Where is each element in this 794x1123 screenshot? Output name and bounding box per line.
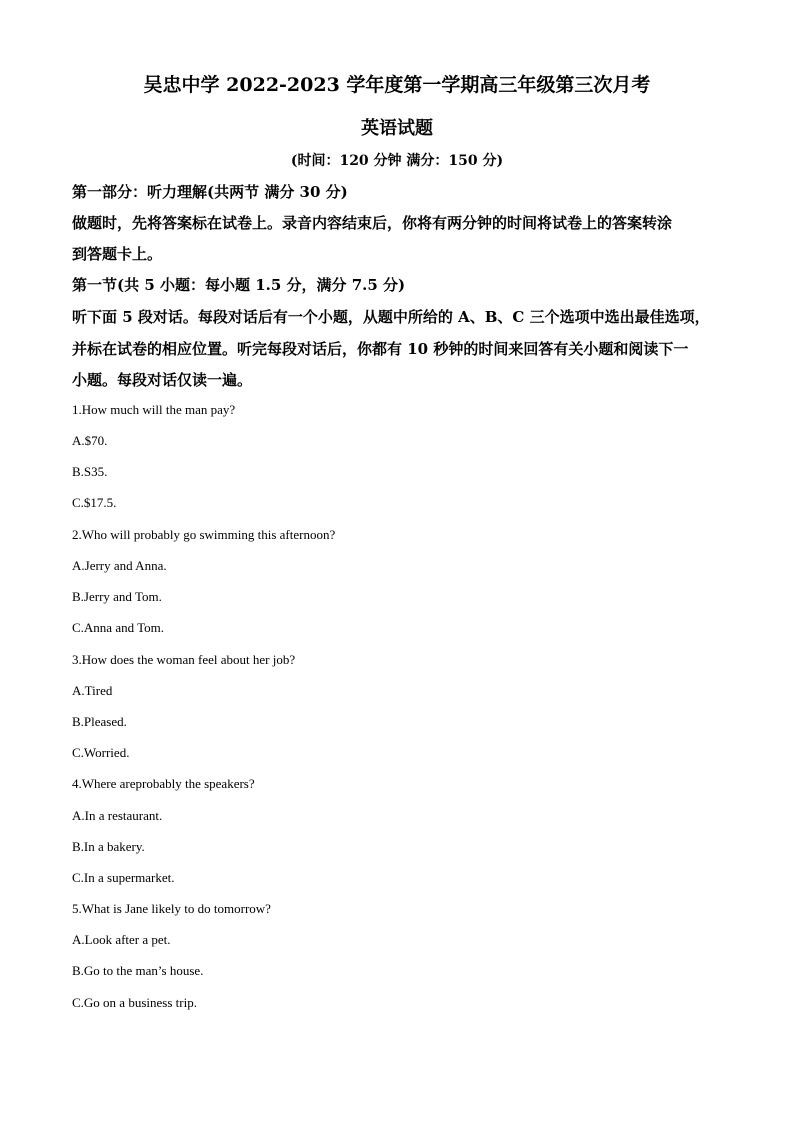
part1-instruction-line-1: 做题时，先将答案标在试卷上。录音内容结束后，你将有两分钟的时间将试卷上的答案转涂 bbox=[72, 214, 673, 232]
question-3-option-c: C.Worried. bbox=[72, 745, 130, 760]
part1-heading: 第一部分：听力理解(共两节 满分 30 分) bbox=[72, 183, 348, 201]
question-2-option-b: B.Jerry and Tom. bbox=[72, 589, 162, 604]
section1-instruction-line-2: 并标在试卷的相应位置。听完每段对话后，你都有 10 秒钟的时间来回答有关小题和阅读下一 bbox=[72, 340, 689, 358]
exam-time-info: (时间：120 分钟 满分：150 分) bbox=[290, 153, 504, 169]
question-5-option-b: B.Go to the man’s house. bbox=[72, 963, 204, 978]
question-3-stem: 3.How does the woman feel about her job? bbox=[72, 652, 296, 667]
question-1-stem: 1.How much will the man pay? bbox=[72, 402, 236, 417]
exam-subject: 英语试题 bbox=[361, 118, 433, 139]
question-5-option-c: C.Go on a business trip. bbox=[72, 995, 197, 1010]
question-5-stem: 5.What is Jane likely to do tomorrow? bbox=[72, 901, 271, 916]
question-4-stem: 4.Where areprobably the speakers? bbox=[72, 776, 255, 791]
section1-heading: 第一节(共 5 小题：每小题 1.5 分，满分 7.5 分) bbox=[72, 276, 406, 294]
question-2-stem: 2.Who will probably go swimming this afternoon? bbox=[72, 527, 336, 542]
question-4-option-a: A.In a restaurant. bbox=[72, 808, 163, 823]
question-2-option-c: C.Anna and Tom. bbox=[72, 620, 165, 635]
question-5-option-a: A.Look after a pet. bbox=[72, 932, 171, 947]
question-4-option-b: B.In a bakery. bbox=[72, 839, 145, 854]
question-4-option-c: C.In a supermarket. bbox=[72, 870, 175, 885]
question-3-option-a: A.Tired bbox=[72, 683, 113, 698]
section1-instruction-line-1: 听下面 5 段对话。每段对话后有一个小题，从题中所给的 A、B、C 三个选项中选出最佳选项， bbox=[72, 308, 710, 326]
question-3-option-b: B.Pleased. bbox=[72, 714, 127, 729]
question-2-option-a: A.Jerry and Anna. bbox=[72, 558, 167, 573]
part1-instruction-line-2: 到答题卡上。 bbox=[72, 245, 163, 263]
section1-instruction-line-3: 小题。每段对话仅读一遍。 bbox=[72, 371, 253, 389]
question-1-option-a: A.$70. bbox=[72, 433, 108, 448]
question-1-option-c: C.$17.5. bbox=[72, 495, 117, 510]
exam-title: 吴忠中学 2022-2023 学年度第一学期高三年级第三次月考 bbox=[143, 74, 651, 96]
question-1-option-b: B.S35. bbox=[72, 464, 108, 479]
